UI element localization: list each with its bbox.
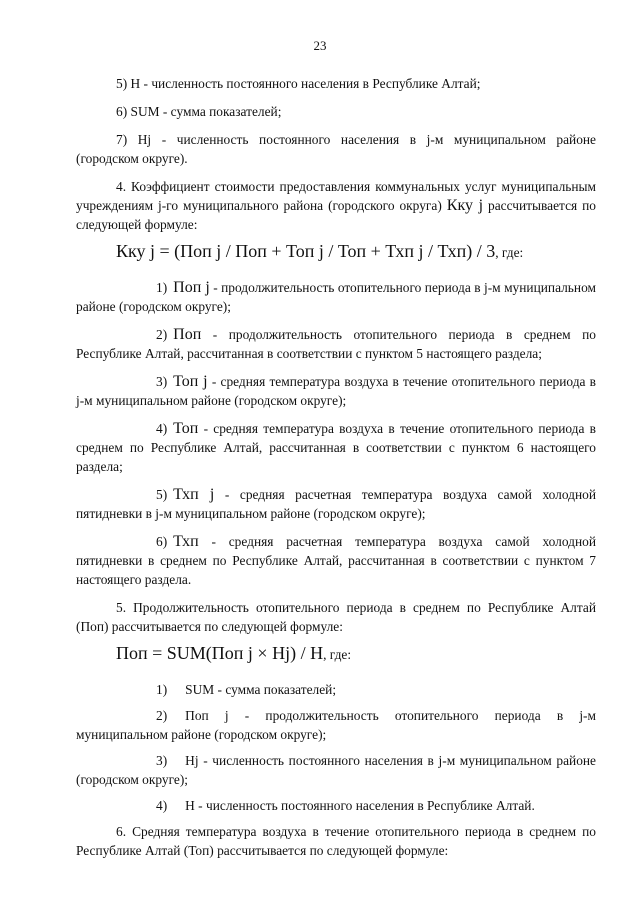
item-top-7: 7) Нj - численность постоянного населения в j-м муниципальном районе (городском округе).: [76, 132, 596, 166]
document-body: [76, 74, 596, 869]
s4-item-1: 1) Поп j - продолжительность отопительного периода в j-м муниципальном районе (городском округе);: [76, 279, 596, 314]
s5-item-1: 1) SUM - сумма показателей;: [156, 682, 337, 697]
formula-p: [116, 640, 596, 668]
s4-item-4: 4) Топ - средняя температура воздуха в течение отопительного периода в среднем по Республике Алтай, рассчитанная в соответствии с пунктом 6 настоящего раздела;: [76, 420, 596, 474]
formula-k: [116, 238, 596, 266]
s4-item-5: 5) Тхп j - средняя расчетная температура воздуха самой холодной пятидневки в j-м муниципальном районе (городском округе);: [76, 486, 596, 521]
s4-item-6: 6) Тхп - средняя расчетная температура воздуха самой холодной пятидневки в среднем по Республике Алтай, рассчитанная в соответствии с пунктом 7 настоящего раздела.: [76, 533, 596, 587]
formula-p-where: , где:: [323, 647, 352, 662]
s5-item-3: 3) Нj - численность постоянного населения в j-м муниципальном районе (городском округе);: [76, 753, 596, 787]
k-symbol: Кку j: [446, 197, 484, 214]
item-top-6: 6) SUM - сумма показателей;: [116, 104, 282, 119]
section-4-lead: [76, 177, 596, 234]
section-4-tail: рассчитывается по следующей формуле:: [76, 198, 596, 232]
item-top-5: 5) Н - численность постоянного населения в Республике Алтай;: [116, 76, 481, 91]
s5-item-2: 2) Поп j - продолжительность отопительного периода в j-м муниципальном районе (городском округе);: [76, 708, 596, 742]
formula-k-text: Кку j = (Поп j / Поп + Топ j / Топ + Тхп j / Тхп) / 3: [116, 241, 496, 261]
s5-item-4: 4) Н - численность постоянного населения в Республике Алтай.: [156, 798, 535, 813]
s4-item-3: 3) Топ j - средняя температура воздуха в течение отопительного периода в j-м муниципальном районе (городском округе);: [76, 373, 597, 408]
section-5-lead: 5. Продолжительность отопительного периода в среднем по Республике Алтай (Поп) рассчитывается по следующей формуле:: [76, 600, 596, 634]
formula-p-text: Поп = SUM(Поп j × Нj) / Н: [116, 643, 324, 663]
page-number: 23: [313, 38, 327, 53]
formula-k-where: , где:: [495, 245, 524, 260]
section-4-lead-text: 4. Коэффициент стоимости предоставления коммунальных услуг муниципальным учреждениям j-го муниципального района (городского округа): [76, 179, 596, 213]
s4-item-2: 2) Поп - продолжительность отопительного периода в среднем по Республике Алтай, рассчитанная в соответствии с пунктом 5 настоящего раздела;: [76, 326, 596, 361]
section-6-lead: 6. Средняя температура воздуха в течение отопительного периода в среднем по Республике Алтай (Топ) рассчитывается по следующей формуле:: [76, 824, 596, 858]
